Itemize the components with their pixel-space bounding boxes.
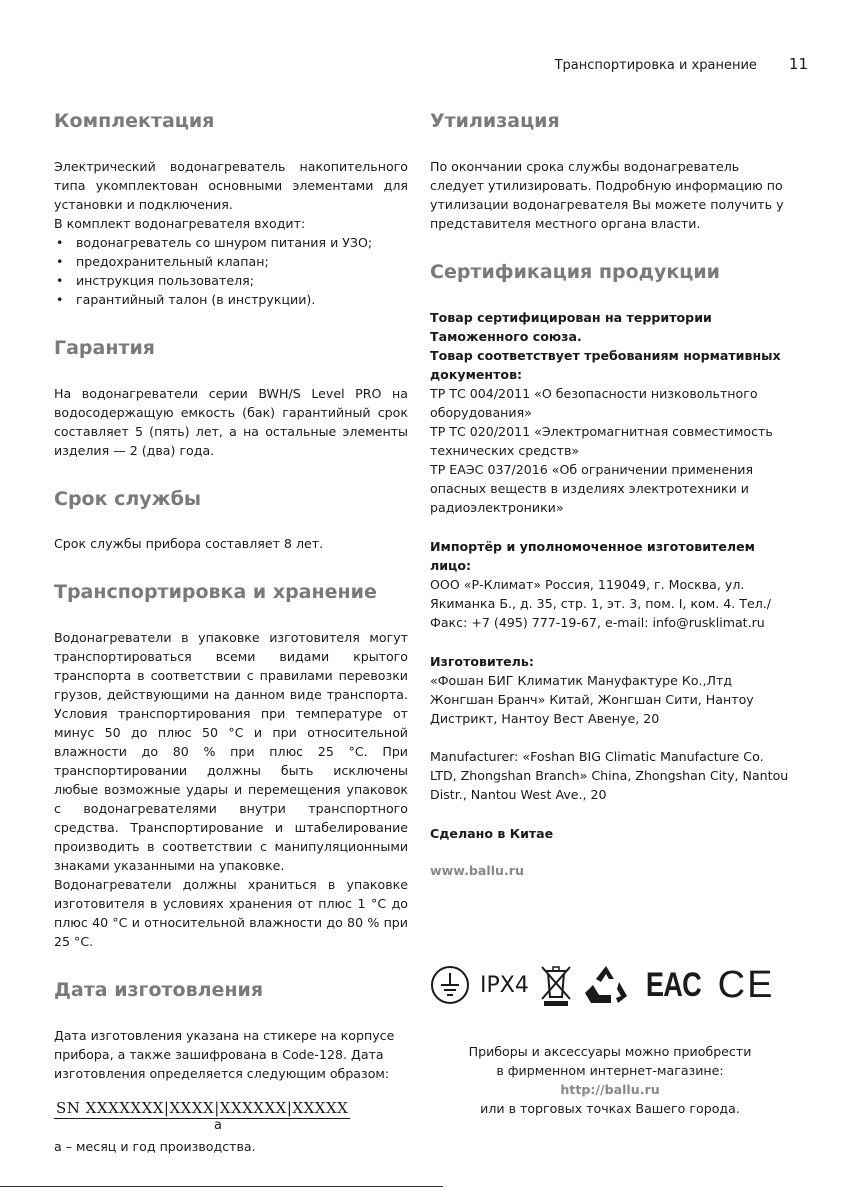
weee-bin-icon — [539, 963, 573, 1007]
shop-line-1: Приборы и аксессуары можно приобрести — [468, 1044, 752, 1059]
ip-rating: IPX4 — [480, 972, 529, 998]
list-item: • предохранительный клапан; — [54, 252, 408, 271]
cert-section — [430, 261, 790, 517]
life-text: Срок службы прибора составляет 8 лет. — [54, 536, 324, 552]
running-header — [555, 55, 808, 73]
list-item: • водонагреватель со шнуром питания и УЗО; — [54, 233, 408, 252]
sn-part: XXXXXX — [219, 1098, 287, 1117]
disposal-heading: Утилизация — [430, 110, 560, 132]
right-column — [430, 110, 790, 878]
list-item: • инструкция пользователя; — [54, 271, 408, 290]
left-column — [54, 110, 408, 1184]
website-link[interactable]: www.ballu.ru — [430, 862, 524, 878]
importer-label: Импортёр и уполномоченное изготовителем лицо: — [430, 538, 755, 573]
shop-line-2: в фирменном интернет-магазине: — [496, 1063, 724, 1078]
cert-line-2: Товар соответствует требованиям нормативных документов: — [430, 347, 781, 382]
certification-icons — [430, 960, 790, 1010]
manufacturer-text-en: Manufacturer: «Foshan BIG Climatic Manufacture Co. LTD, Zhongshan Branch» China, Zhongshan City, Nantou Distr., Nantou West Ave., 20 — [430, 748, 789, 802]
transport-text: Водонагреватели в упаковке изготовителя могут транспортироваться всеми видами крытого транспорта в соответствии с правилами перевозки грузов, действующими на данном виде транспорта. Условия транспортирования при температуре от минус 50 до плюс 50 °С и при относительной влажности до 80 % при плюс 25 °С. При транспортировании должны быть исключены любые возможные удары и перемещения упаковок с водонагревателями внутри транспортного средства. Транспортирование и штабелирование производить в соответствии с манипуляционными знаками указанными на упаковке. — [54, 630, 408, 874]
life-heading: Срок службы — [54, 487, 202, 510]
cert-heading: Сертификация продукции — [430, 260, 720, 283]
serial-number-format: SN XXXXXXX|XXXX|XXXXXX|XXXXX — [56, 1098, 349, 1117]
cert-doc: ТР ТС 020/2011 «Электромагнитная совместимость технических средств» — [430, 423, 773, 458]
transport-section — [54, 581, 408, 951]
importer-text: ООО «Р-Климат» Россия, 119049, г. Москва, ул. Якиманка Б., д. 35, стр. 1, эт. 3, пом. I, ком. 4. Тел./Факс: +7 (495) 777-19-67, e-mail: info@rusklimat.ru — [430, 576, 772, 630]
disposal-section — [430, 110, 790, 233]
kit-heading: Комплектация — [54, 110, 215, 132]
footer-rule — [0, 1186, 443, 1187]
shop-link[interactable]: http://ballu.ru — [560, 1082, 660, 1097]
page-number: 11 — [788, 55, 808, 73]
manufacturer-block — [430, 652, 790, 804]
sn-part: XXXX — [169, 1098, 215, 1117]
made-in-block — [430, 824, 790, 843]
date-legend: а – месяц и год производства. — [54, 1138, 256, 1154]
kit-list-title: В комплект водонагревателя входит: — [54, 215, 306, 231]
header-section-title: Транспортировка и хранение — [554, 58, 757, 73]
warranty-heading: Гарантия — [54, 336, 156, 359]
transport-heading: Транспортировка и хранение — [54, 581, 377, 604]
kit-section — [54, 110, 408, 309]
sn-part: XXXXX — [292, 1098, 349, 1117]
life-section — [54, 488, 408, 554]
sn-marker: a — [214, 1117, 222, 1133]
warranty-section — [54, 337, 408, 460]
storage-text: Водонагреватели должны храниться в упаковке изготовителя в условиях хранения от плюс 1 °С до плюс 40 °С и относительной влажности до 80 % при 25 °С. — [54, 877, 408, 950]
ce-mark: CE — [717, 963, 775, 1006]
kit-intro: Электрический водонагреватель накопительного типа укомплектован основными элементами для установки и подключения. — [54, 158, 408, 212]
cert-doc: ТР ТС 004/2011 «О безопасности низковольтного оборудования» — [430, 385, 758, 420]
sn-part: SN XXXXXXX — [56, 1098, 164, 1117]
date-heading: Дата изготовления — [54, 979, 264, 1002]
manufacturer-text: «Фошан БИГ Климатик Мануфактуре Ко.,Лтд Жонгшан Бранч» Китай, Жонгшан Сити, Нантоу Дистрикт, Нантоу Вест Авенуе, 20 — [430, 672, 754, 726]
disposal-text: По окончании срока службы водонагреватель следует утилизировать. Подробную информацию по утилизации водонагревателя Вы можете получить у представителя местного органа власти. — [430, 158, 784, 231]
shop-info — [430, 1042, 790, 1118]
warranty-text: На водонагреватели серии BWH/S Level PRO на водосодержащую емкость (бак) гарантийный срок составляет 5 (пять) лет, а на остальные элементы изделия — 2 (два) года. — [54, 385, 408, 458]
recycle-icon — [583, 963, 629, 1007]
ground-icon — [430, 965, 470, 1005]
kit-list — [54, 233, 408, 309]
importer-block — [430, 537, 790, 632]
list-item: • гарантийный талон (в инструкции). — [54, 290, 408, 309]
cert-line-1: Товар сертифицирован на территории Таможенного союза. — [430, 309, 712, 344]
eac-mark: EAC — [645, 965, 701, 1004]
manufacturer-label: Изготовитель: — [430, 653, 534, 669]
date-text: Дата изготовления указана на стикере на корпусе прибора, а также зашифрована в Code-128. Дата изготовления определяется следующим образом: — [54, 1027, 395, 1081]
date-section — [54, 979, 408, 1156]
cert-doc: ТР ЕАЭС 037/2016 «Об ограничении применения опасных веществ в изделиях электротехники и радиоэлектроники» — [430, 461, 754, 515]
shop-line-3: или в торговых точках Вашего города. — [480, 1101, 740, 1116]
made-in: Сделано в Китае — [430, 825, 554, 841]
